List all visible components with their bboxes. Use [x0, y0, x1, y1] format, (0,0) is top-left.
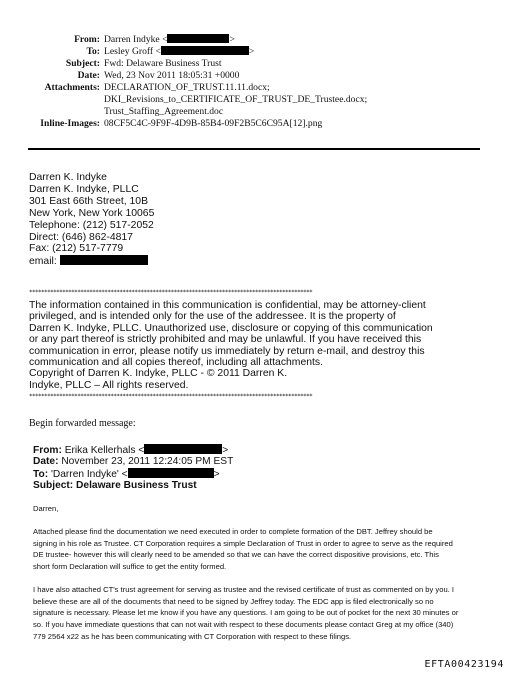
redaction-block — [128, 468, 214, 478]
separator-stars: ********************************************************************************************** — [29, 393, 313, 400]
notice-line: Indyke, PLLC – All rights reserved. — [29, 379, 189, 391]
close-bracket: > — [248, 46, 255, 57]
body-line: signing in his role as Trustee. CT Corporation requires a simple Declaration of Trust in order to agree to serve as the required — [33, 538, 453, 548]
close-bracket: > — [213, 468, 220, 480]
fwd-to-label: To: — [33, 468, 49, 480]
fwd-subject-label: Subject: — [33, 479, 74, 491]
confidentiality-notice — [29, 300, 469, 391]
fwd-to-value: 'Darren Indyke' < — [50, 468, 128, 480]
body-paragraph-2 — [33, 584, 483, 643]
forwarded-date-row — [33, 456, 233, 467]
close-bracket: > — [229, 34, 235, 45]
body-line: short form Declaration will suffice to get the entity formed. — [33, 562, 227, 572]
date-label: Date: — [77, 70, 100, 81]
signature-line: New York, New York 10065 — [29, 207, 155, 219]
body-line: believe these are all of the documents that need to be signed by Jeffrey today. The EDC app is filed electronically so no — [33, 596, 434, 606]
notice-line: Darren K. Indyke, PLLC. Unauthorized use, disclosure or copying of this communication — [29, 322, 433, 334]
body-line: DE trustee- however this will clearly need to be amended so that we can have the correct dispositive provisions, etc. This — [33, 550, 439, 560]
redaction-block — [144, 444, 222, 454]
subject-value: Fwd: Delaware Business Trust — [104, 58, 222, 69]
attachment-item[interactable]: Trust_Staffing_Agreement.doc — [104, 106, 224, 117]
body-line: so. If you have immediate questions that can not wait with respect to these documents please contact Greg at my office (340) — [33, 620, 454, 630]
body-paragraph-1 — [33, 526, 483, 573]
subject-label: Subject: — [65, 58, 100, 69]
body-line: 779 2564 x22 as he has been communicating with CT Corporation with respect to these filings. — [33, 631, 352, 641]
body-line: Attached please find the documentation we need executed in order to complete formation of the DBT. Jeffrey should be — [33, 527, 433, 536]
forwarded-subject-row — [33, 480, 233, 491]
body-line: signature is necessary. Please let me know if you have any questions. I am going to be out of pocket for the next 30 minutes or — [33, 608, 459, 618]
header-divider — [28, 148, 480, 150]
redaction-block — [167, 34, 229, 43]
fwd-date-label: Date: — [33, 456, 59, 468]
redaction-block — [161, 46, 249, 55]
inline-images-label: Inline-Images: — [40, 118, 100, 129]
to-label: To: — [86, 46, 100, 57]
signature-line: 301 East 66th Street, 10B — [29, 195, 148, 207]
attachment-item[interactable]: DKI_Revisions_to_CERTIFICATE_OF_TRUST_DE_Trustee.docx; — [104, 94, 368, 105]
notice-line: The information contained in this communication is confidential, may be attorney-client — [29, 300, 426, 311]
forwarded-header — [33, 444, 233, 491]
notice-line: or any part thereof is strictly prohibited and may be unlawful. If you have received this — [29, 334, 422, 346]
attachment-item[interactable]: DECLARATION_OF_TRUST.11.11.docx; — [104, 82, 270, 93]
notice-line: privileged, and is intended only for the use of the addressee. It is the property of — [29, 311, 396, 323]
body-greeting: Darren, — [33, 504, 59, 513]
redaction-block — [60, 255, 148, 265]
date-value: Wed, 23 Nov 2011 18:05:31 +0000 — [104, 70, 240, 81]
body-line: I have also attached CT's trust agreement for serving as trustee and the revised certificate of trust as commented on by you. I — [33, 585, 455, 594]
header-subject-row — [0, 58, 512, 70]
notice-line: communication in error, please notify us immediately by return e-mail, and destroy this — [29, 345, 425, 357]
signature-line: Darren K. Indyke — [29, 172, 107, 183]
begin-forwarded-label: Begin forwarded message: — [29, 418, 136, 429]
separator-stars: ********************************************************************************************** — [29, 289, 313, 296]
forwarded-to-row — [33, 468, 233, 480]
header-date-row — [0, 70, 512, 82]
notice-line: Copyright of Darren K. Indyke, PLLC - © 2011 Darren K. — [29, 368, 288, 380]
from-value: Darren Indyke < — [104, 34, 168, 45]
header-attachments-row — [0, 82, 512, 94]
fwd-from-label: From: — [33, 445, 62, 456]
inline-images-value: 08CF5C4C-9F9F-4D9B-85B4-09F2B5C6C95A[12].png — [104, 118, 323, 129]
signature-line: Darren K. Indyke, PLLC — [29, 183, 139, 195]
fwd-date-value: November 23, 2011 12:24:05 PM EST — [61, 456, 234, 468]
header-from-row — [0, 34, 512, 46]
attachments-label: Attachments: — [44, 82, 100, 93]
document-id: EFTA00423194 — [424, 659, 504, 670]
forwarded-from-row — [33, 444, 233, 456]
signature-email-label: email: — [29, 256, 57, 268]
notice-line: communication and all copies thereof, including all attachments. — [29, 357, 323, 369]
header-inline-images-row — [0, 118, 512, 130]
email-header — [0, 34, 512, 130]
header-to-row — [0, 46, 512, 58]
close-bracket: > — [222, 445, 229, 456]
signature-line: Telephone: (212) 517-2052 — [29, 219, 154, 231]
fwd-subject-value: Delaware Business Trust — [76, 479, 197, 491]
fwd-from-value: Erika Kellerhals < — [64, 445, 145, 456]
signature-line: Fax: (212) 517-7779 — [29, 243, 124, 255]
to-value: Lesley Groff < — [104, 46, 161, 57]
from-label: From: — [74, 34, 100, 45]
signature-block — [29, 172, 154, 268]
signature-line: Direct: (646) 862-4817 — [29, 231, 133, 243]
